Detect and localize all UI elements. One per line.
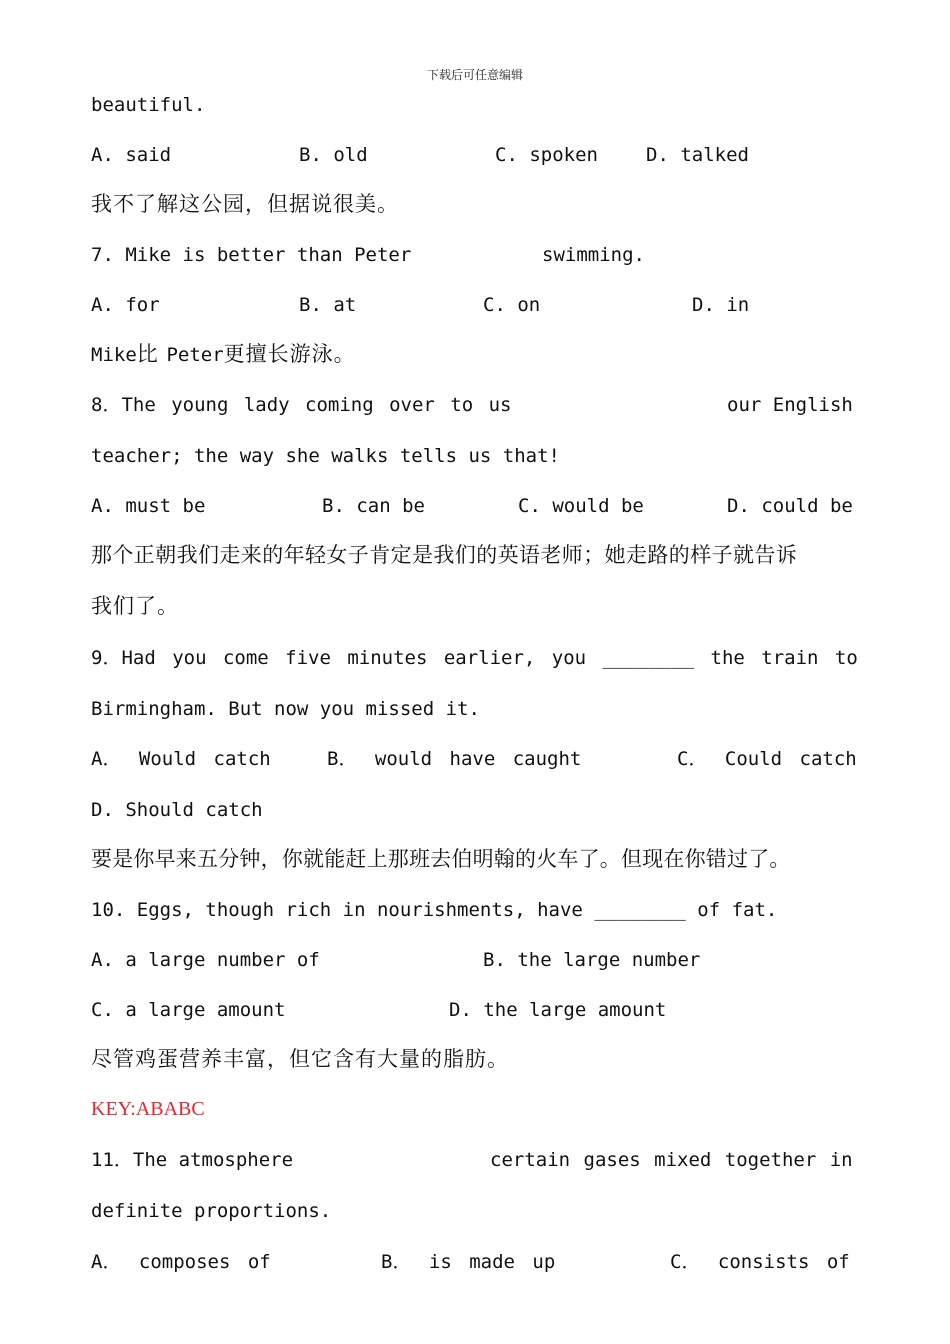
option-c: C. would be: [518, 495, 644, 517]
question-stem: Birmingham. But now you missed it.: [91, 698, 480, 720]
option-b: B． is made up: [381, 1251, 556, 1273]
option-c: C． consists of: [670, 1251, 850, 1273]
option-a: A. must be: [91, 495, 206, 517]
translation-part: 比: [136, 342, 167, 366]
option-a: A. a large number of: [91, 949, 320, 971]
option-b: B. the large number: [483, 949, 701, 971]
option-d: D. in: [692, 294, 750, 316]
question-stem: 10. Eggs, though rich in nourishments, have ________ of fat.: [91, 899, 778, 921]
answer-key: KEY:ABABC: [91, 1098, 205, 1120]
text-line: beautiful.: [91, 94, 206, 116]
question-stem-tail: swimming.: [542, 244, 645, 266]
translation: 那个正朝我们走来的年轻女子肯定是我们的英语老师；她走路的样子就告诉: [91, 543, 798, 567]
option-c: C. on: [483, 294, 541, 316]
translation: 要是你早来五分钟，你就能赶上那班去伯明翰的火车了。但现在你错过了。: [91, 847, 791, 871]
page-header: 下载后可任意编辑: [426, 68, 523, 82]
translation-part: 更擅长游泳。: [223, 342, 356, 366]
translation: 尽管鸡蛋营养丰富，但它含有大量的脂肪。: [91, 1047, 509, 1071]
question-stem-tail: our English: [727, 394, 853, 416]
translation: 我们了。: [91, 594, 179, 618]
translation-part: Mike: [91, 344, 137, 366]
option-a: A． Would catch: [91, 748, 271, 770]
translation: [91, 342, 356, 366]
question-stem: definite proportions.: [91, 1200, 332, 1222]
option-c: C. a large amount: [91, 999, 286, 1021]
option-d: D. the large amount: [449, 999, 667, 1021]
question-stem: 9．Had you come five minutes earlier, you ________ the train to: [91, 647, 858, 669]
option-d: D. Should catch: [91, 799, 263, 821]
option-b: B． would have caught: [327, 748, 582, 770]
option-b: B. can be: [322, 495, 425, 517]
question-stem: 7. Mike is better than Peter: [91, 244, 412, 266]
option-c: C． Could catch: [677, 748, 857, 770]
question-stem-tail: certain gases mixed together in: [490, 1149, 853, 1171]
option-d: D. talked: [646, 144, 749, 166]
option-c: C. spoken: [495, 144, 598, 166]
translation-part: Peter: [166, 344, 224, 366]
option-d: D. could be: [727, 495, 853, 517]
option-a: A. said: [91, 144, 172, 166]
option-a: A. for: [91, 294, 160, 316]
question-stem: 11．The atmosphere: [91, 1149, 294, 1171]
question-stem: teacher; the way she walks tells us that!: [91, 445, 560, 467]
option-b: B. at: [299, 294, 357, 316]
option-b: B. old: [299, 144, 368, 166]
translation: 我不了解这公园，但据说很美。: [91, 192, 399, 216]
question-stem: 8．The young lady coming over to us: [91, 394, 512, 416]
option-a: A． composes of: [91, 1251, 271, 1273]
